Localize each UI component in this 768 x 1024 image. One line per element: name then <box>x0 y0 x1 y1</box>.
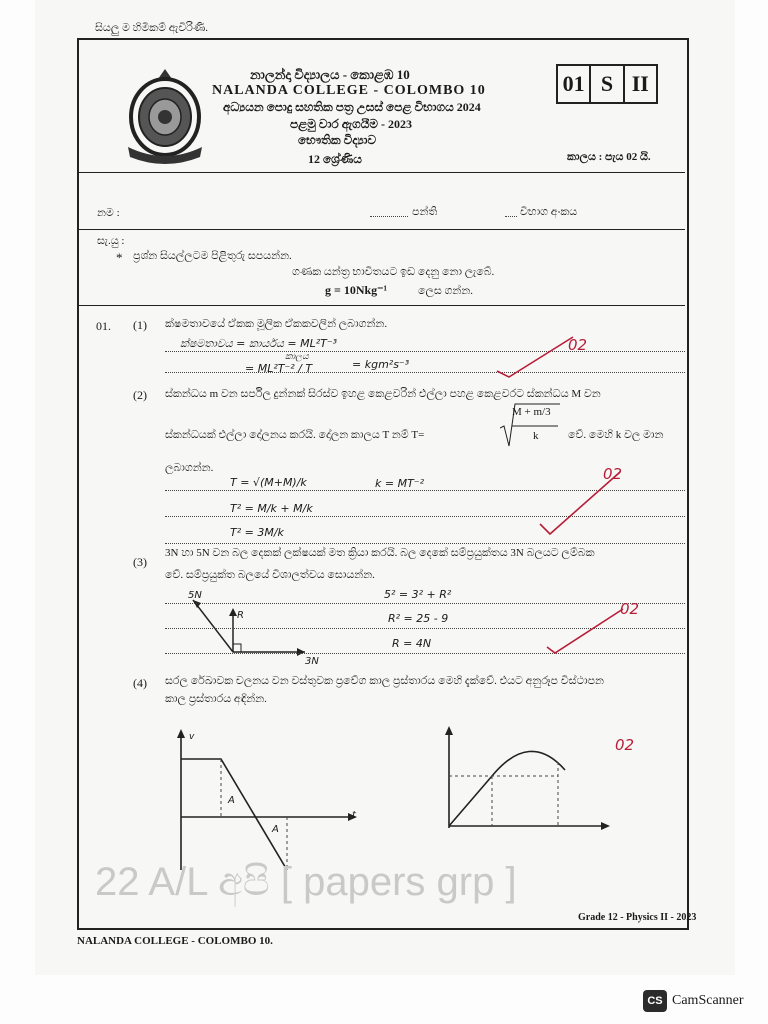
q2-answer-4: k = MT⁻² <box>375 477 425 490</box>
q3-force-diagram <box>175 590 315 670</box>
class-label: පන්ති <box>412 206 438 218</box>
q3-answer-2: R² = 25 - 9 <box>388 612 449 625</box>
q2-mark: 02 <box>603 465 623 483</box>
graph-area-a1: A <box>228 795 235 806</box>
q1-answer-2: කාලය <box>285 352 309 362</box>
q1-label: (1) <box>133 318 147 332</box>
q1-mark: 02 <box>568 336 588 354</box>
exam-title: අධ්‍යයන පොදු සහතික පත්‍ර උසස් පෙළ විභාගය 2024 <box>223 100 481 114</box>
q2-text-2b: වේ. මෙහි k වල මාන <box>568 429 664 441</box>
question-number: 01. <box>96 319 111 333</box>
graph-area-a2: A <box>272 824 279 835</box>
velocity-time-graph <box>165 725 365 875</box>
q2-answer-1: T = √(M+M)/k <box>230 476 307 489</box>
index-label: විභාග අංකය <box>520 206 578 218</box>
school-name-sinhala: නාලන්දා විද්‍යාලය - කොළඹ 10 <box>250 67 410 82</box>
q1-answer-4: = kgm²s⁻³ <box>352 358 410 371</box>
answer-line <box>165 543 685 544</box>
class-blank <box>505 216 517 217</box>
paper-code-part: S <box>591 66 624 102</box>
graph-axis-t: t <box>352 810 356 821</box>
q2-answer-2: T² = M/k + M/k <box>230 502 313 515</box>
q3-answer-3: R = 4N <box>392 637 432 650</box>
q4-label: (4) <box>133 676 147 690</box>
answer-line <box>165 603 685 604</box>
q2-formula-denominator: k <box>533 430 539 442</box>
q4-text-1: සරල රේඛාවක චලනය වන වස්තුවක ප්‍රවේග කාල ප්‍රස්තාරය මෙහි දැක්වේ. එයට අනුරූප විස්ථාපන <box>165 675 604 687</box>
q3-diagram-3n: 3N <box>305 656 319 667</box>
q3-tick-icon <box>545 605 625 655</box>
q4-text-2: කාල ප්‍රස්තාරය අඳින්න. <box>165 693 267 705</box>
q3-text-2: වේ. සම්ප්‍රයුක්ත බලයේ විශාලත්වය සොයන්න. <box>165 569 375 581</box>
q3-diagram-5n: 5N <box>188 590 202 601</box>
name-blank <box>370 216 408 217</box>
bullet: * <box>116 250 123 265</box>
camscanner-label: CamScanner <box>672 993 744 1008</box>
paper-code-box <box>556 64 658 104</box>
q1-answer-3: = ML²T⁻² / T <box>245 362 313 375</box>
q2-label: (2) <box>133 388 147 402</box>
copyright-note: සියලු ම හිමිකම් ඇවිරිණි. <box>95 22 208 34</box>
q1-text: ක්ෂමතාවයේ ඒකක මූලික ඒකකවලින් ලබාගන්න. <box>165 318 388 330</box>
paper-code-part: II <box>631 71 649 96</box>
instruction-3-formula: g = 10Nkg⁻¹ <box>325 283 388 297</box>
instruction-3-rest: ලෙස ගන්න. <box>418 285 474 297</box>
answer-line <box>165 372 685 373</box>
q2-formula-numerator: M + m/3 <box>512 406 551 418</box>
footer-grade: Grade 12 - Physics II - 2023 <box>578 912 697 923</box>
note-label: සැ.යු : <box>97 235 125 247</box>
camscanner-logo-icon: CS <box>643 990 667 1012</box>
paper-code-part: 01 <box>558 66 591 102</box>
q3-mark: 02 <box>620 600 640 618</box>
grade-label: 12 ශ්‍රේණිය <box>308 152 362 166</box>
q2-tick-icon <box>538 468 623 536</box>
q3-label: (3) <box>133 555 147 569</box>
term-title: පළමු වාර ඇගයීම - 2023 <box>290 117 412 131</box>
footer-school: NALANDA COLLEGE - COLOMBO 10. <box>77 935 273 947</box>
q2-text-1: ස්කන්ධය m වන සර්පිල දුන්නක් සිරස්ව ඉහළ කෙළවරින් එල්ලා පහළ කෙළවරට ස්කන්ධය M වන <box>165 388 601 400</box>
student-divider <box>79 229 685 230</box>
instructions-divider <box>79 305 685 306</box>
school-name-english: NALANDA COLLEGE - COLOMBO 10 <box>212 83 486 98</box>
header-divider <box>79 172 685 173</box>
q3-answer-1: 5² = 3² + R² <box>384 588 452 601</box>
watermark: 22 A/L අපි [ papers grp ] <box>95 860 517 904</box>
q4-mark: 02 <box>615 736 635 754</box>
q2-text-3: ලබාගන්න. <box>165 462 214 474</box>
q1-answer-1: ක්ෂමතාවය = කාර්යය = ML²T⁻³ <box>180 337 338 350</box>
q2-text-2a: ස්කන්ධයක් එල්ලා දෝලනය කරයි. දෝලන කාලය T නම් T= <box>165 429 425 441</box>
q3-text-1: 3N හා 5N වන බල දෙකක් ලක්ෂයක් මත ක්‍රියා කරයි. බල දෙකේ සම්ප්‍රයුක්තය 3N බලයට ලම්බක <box>165 547 595 559</box>
instruction-1: ප්‍රශ්න සියල්ලටම පිළිතුරු සපයන්න. <box>133 250 292 262</box>
instruction-2: ගණක යන්ත්‍ර භාවිතයට ඉඩ දෙනු නො ලැබේ. <box>292 266 495 278</box>
school-crest-icon <box>120 65 210 165</box>
graph-axis-v: v <box>189 732 195 742</box>
displacement-time-graph <box>440 722 615 834</box>
name-label: නම : <box>97 207 120 219</box>
answer-line <box>165 351 685 352</box>
q3-diagram-r: R <box>237 610 244 621</box>
q2-answer-3: T² = 3M/k <box>230 526 284 539</box>
subject-title: භෞතික විද්‍යාව <box>298 133 377 147</box>
duration-label: කාලය : පැය 02 යි. <box>567 151 651 163</box>
q1-tick-icon <box>495 333 575 378</box>
